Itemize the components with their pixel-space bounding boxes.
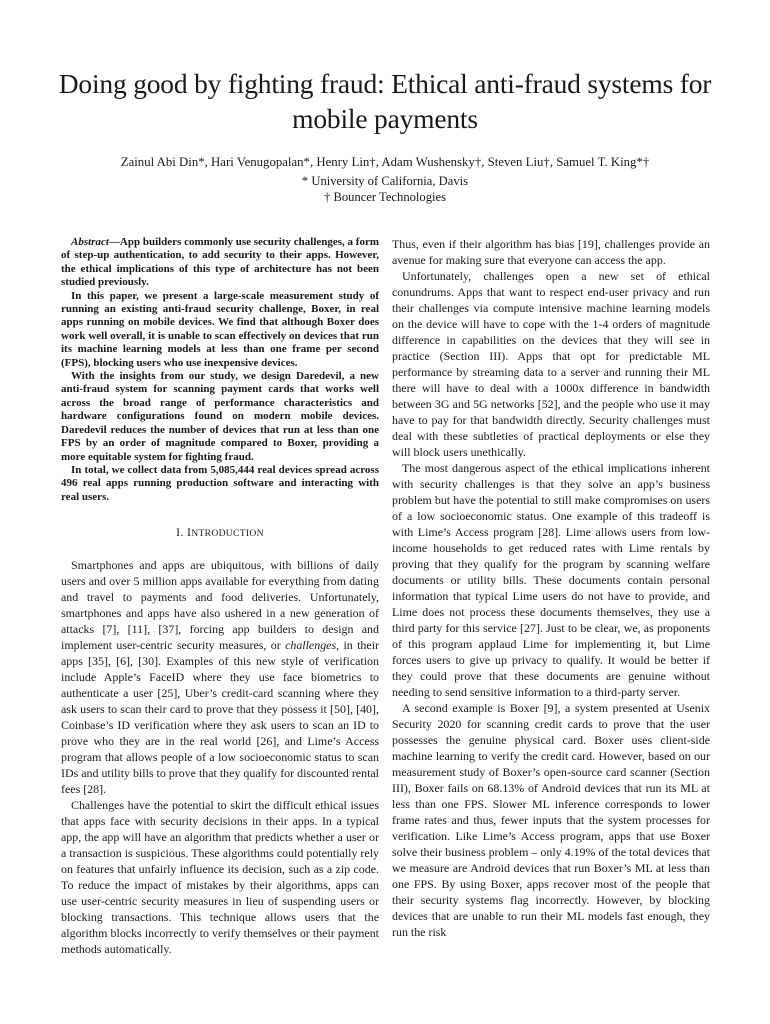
left-column bbox=[61, 236, 379, 957]
body-paragraph: Unfortunately, challenges open a new set of ethical conundrums. Apps that want to respect end-user privacy and run their challenges via compute intensive machine learning models on the device will have to cope with the 1-4 orders of magnitude difference in capabilities on the devices that they will see in practice (Section III). Apps that opt for predictable ML performance by streaming data to a server and running their ML there will have to deal with a 1000x difference in bandwidth between 3G and 5G networks [52], and the people who use it may have to pay for that bandwidth directly. Security challenges must deal with these subtleties of practical deployments or else they will block users unethically. bbox=[392, 269, 710, 459]
body-paragraph: The most dangerous aspect of the ethical implications inherent with security challenges is that they solve an app’s business problem but have the potential to still make compromises on users of a low socioeconomic status. One example of this tradeoff is with Lime’s Access program [28]. Lime allows users from low-income households to get reduced rates with Lime rentals by proving that they qualify for the program by scanning welfare documents or utility bills. These documents contain personal information that typical Lime users do not have to provide, and Lime does not process these documents themselves, they use a third party for this service [27]. Just to be clear, we, as proponents of this program applaud Lime for implementing it, but Lime forces users to give up privacy to qualify. It would be better if they could prove that these documents are genuine without needing to send sensitive information to a third-party server. bbox=[392, 461, 710, 699]
affiliation-bouncer: † Bouncer Technologies bbox=[324, 190, 446, 204]
abstract-paragraph: In total, we collect data from 5,085,444 real devices spread across 496 real apps running production software and interacting with real users. bbox=[61, 463, 379, 503]
right-column bbox=[392, 236, 710, 940]
body-paragraph: Smartphones and apps are ubiquitous, with billions of daily users and over 5 million apps available for everything from dating and travel to payments and food deliveries. Unfortunately, smartphones and apps have also ushered in a new generation of attacks [7], [11], [37], forcing app builders to design and implement user-centric security measures, or challenges, in their apps [35], [6], [30]. Examples of this new style of verification include Apple’s FaceID where they use face biometrics to authenticate a user [25], Uber’s credit-card scanning where they ask users to scan their card to prove that they possess it [50], [40], Coinbase’s ID verification where they ask users to scan an ID to prove who they are in the real world [26], and Lime’s Access program that allows people of a low socioeconomic status to scan IDs and utility bills to prove that they qualify for discounted rental fees [28]. bbox=[61, 558, 379, 797]
abstract-paragraph: With the insights from our study, we design Daredevil, a new anti-fraud system for scanning payment cards that works well across the broad range of performance characteristics and hardware configurations found on modern mobile devices. Daredevil reduces the number of devices that run at less than one FPS by an order of magnitude compared to Boxer, providing a more equitable system for fighting fraud. bbox=[61, 370, 379, 463]
section-heading-introduction: I. INTRODUCTION bbox=[176, 525, 264, 540]
affiliation-davis: * University of California, Davis bbox=[301, 174, 469, 188]
author-list: Zainul Abi Din*, Hari Venugopalan*, Henry Lin†, Adam Wushensky†, Steven Liu†, Samuel T. King*† bbox=[120, 155, 650, 169]
abstract-paragraph: In this paper, we present a large-scale measurement study of running an existing anti-fraud security challenge, Boxer, in real apps running on mobile devices. We find that although Boxer does work well overall, it is unable to scan effectively on devices that run its machine learning models at less than one frame per second (FPS), blocking users who use inexpensive devices. bbox=[61, 289, 379, 369]
paper-title: Doing good by fighting fraud: Ethical anti-fraud systems for mobile payments bbox=[58, 68, 712, 134]
abstract-paragraph: Abstract—App builders commonly use security challenges, a form of step-up authentication, to add security to their apps. However, the ethical implications of this type of architecture has not been studied previously. bbox=[61, 236, 380, 289]
abstract bbox=[61, 236, 379, 504]
body-paragraph: Challenges have the potential to skirt the difficult ethical issues that apps face with security decisions in their apps. In a typical app, the app will have an algorithm that predicts whether a user or a transaction is suspicious. These algorithms could potentially rely on features that unfairly influence its decision, such as a zip code. To reduce the impact of mistakes by their algorithms, apps can use user-centric security measures in lieu of suspending users or blocking transactions. This technique allows users that the algorithm blocks incorrectly to verify themselves or their payment methods automatically. bbox=[61, 798, 379, 957]
abstract-label: Abstract bbox=[71, 236, 109, 248]
body-paragraph: A second example is Boxer [9], a system presented at Usenix Security 2020 for scanning credit cards to prove that the user possesses the genuine physical card. Boxer uses client-side machine learning to verify the credit card. However, based on our measurement study of Boxer’s open-source card scanner (Section III), Boxer fails on 68.13% of Android devices that run its ML at less than one FPS. Slower ML inference corresponds to lower frame rates and thus, fewer inputs that the system processes for verification. Like Lime’s Access program, apps that use Boxer solve their business problem – only 4.19% of the total devices that we measure are Android devices that run Boxer’s ML at less than one FPS. By using Boxer, apps recover most of the people that their security systems flag incorrectly. However, by blocking devices that are unable to run their ML models fast enough, they run the risk bbox=[392, 701, 710, 939]
body-paragraph: Thus, even if their algorithm has bias [19], challenges provide an avenue for making sure that everyone can access the app. bbox=[392, 237, 710, 267]
